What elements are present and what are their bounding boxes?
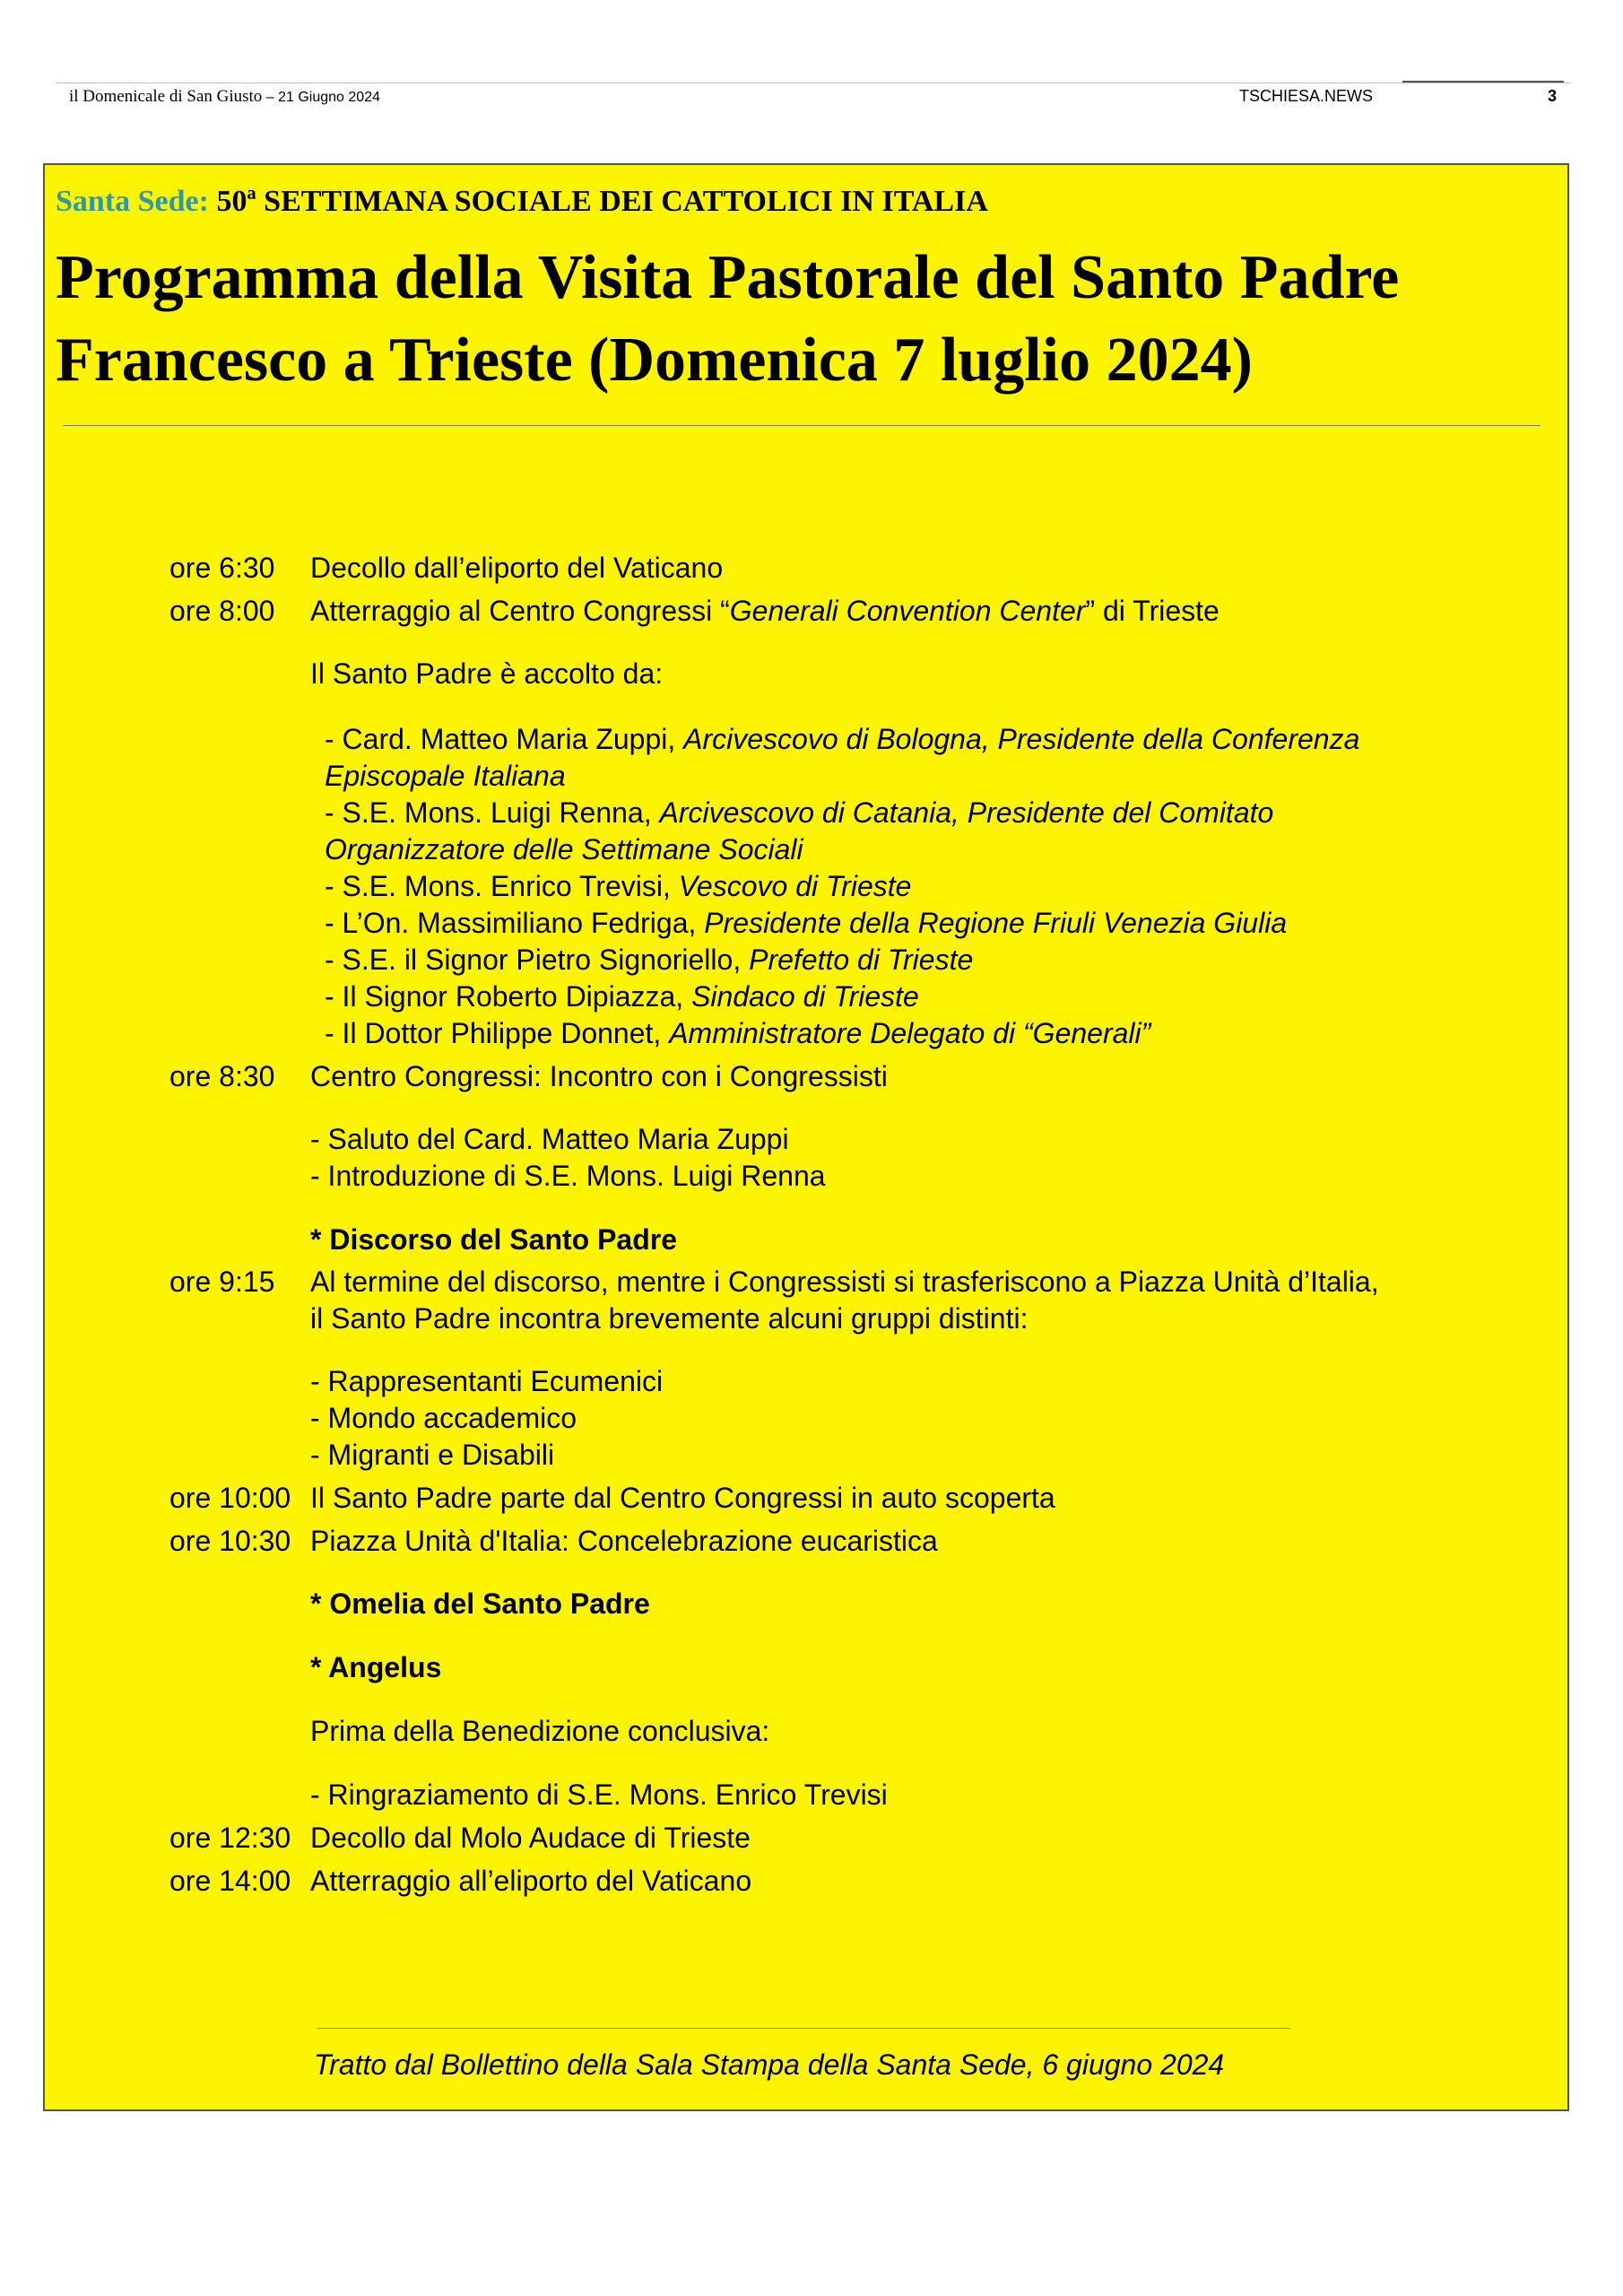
- publication-name: il Domenicale di San Giusto: [69, 87, 263, 106]
- angelus-heading: * Angelus: [310, 1651, 442, 1683]
- list-item: - Rappresentanti Ecumenici: [310, 1365, 664, 1397]
- list-item-continued: Organizzatore delle Settimane Sociali: [325, 833, 803, 865]
- publication-info: [69, 87, 380, 107]
- site-name: TSCHIESA.NEWS: [1239, 87, 1374, 105]
- event-text: Piazza Unità d'Italia: Concelebrazione eucaristica: [310, 1525, 938, 1557]
- event-text: Al termine del discorso, mentre i Congressisti si trasferiscono a Piazza Unità d’Italia,: [310, 1265, 1379, 1298]
- title-line-1: Programma della Visita Pastorale del Santo Padre: [56, 243, 1400, 312]
- time-label: ore 8:30: [169, 1060, 275, 1092]
- homily-heading: * Omelia del Santo Padre: [310, 1587, 650, 1620]
- list-item: - Il Dottor Philippe Donnet, Amministratore Delegato di “Generali”: [325, 1017, 1151, 1049]
- speech-heading: * Discorso del Santo Padre: [310, 1223, 678, 1256]
- list-item: - S.E. Mons. Luigi Renna, Arcivescovo di Catania, Presidente del Comitato: [325, 796, 1274, 829]
- title-line-2: Francesco a Trieste (Domenica 7 luglio 2024): [56, 326, 1253, 395]
- time-label: ore 6:30: [169, 552, 275, 584]
- list-item: - L’On. Massimiliano Fedriga, Presidente della Regione Friuli Venezia Giulia: [325, 907, 1288, 939]
- list-item: - Mondo accademico: [310, 1402, 577, 1434]
- event-text: Il Santo Padre parte dal Centro Congressi in auto scoperta: [310, 1482, 1055, 1514]
- welcomed-by-text: Il Santo Padre è accolto da:: [310, 657, 664, 690]
- page-number-rule: [1402, 81, 1564, 83]
- list-item: - Card. Matteo Maria Zuppi, Arcivescovo di Bologna, Presidente della Conferenza: [325, 723, 1360, 755]
- time-label: ore 10:00: [169, 1482, 291, 1514]
- separator: –: [262, 90, 279, 105]
- time-label: ore 10:30: [169, 1525, 291, 1557]
- time-label: ore 14:00: [169, 1865, 291, 1897]
- source-footnote: Tratto dal Bollettino della Sala Stampa della Santa Sede, 6 giugno 2024: [314, 2048, 1225, 2081]
- event-text: Atterraggio all’eliporto del Vaticano: [310, 1865, 752, 1897]
- page-number: 3: [1547, 87, 1557, 105]
- kicker-text: 50ª SETTIMANA SOCIALE DEI CATTOLICI IN ITALIA: [216, 185, 988, 218]
- event-text: Centro Congressi: Incontro con i Congressisti: [310, 1060, 888, 1092]
- list-item: - Saluto del Card. Matteo Maria Zuppi: [310, 1123, 789, 1155]
- event-text: Decollo dall’eliporto del Vaticano: [310, 552, 724, 584]
- list-item: - Il Signor Roberto Dipiazza, Sindaco di Trieste: [325, 980, 919, 1013]
- page-header: [56, 83, 1571, 110]
- time-label: ore 12:30: [169, 1822, 291, 1854]
- article-kicker: [56, 185, 988, 219]
- before-blessing-text: Prima della Benedizione conclusiva:: [310, 1715, 770, 1747]
- list-item: - Migranti e Disabili: [310, 1439, 555, 1471]
- list-item: - Ringraziamento di S.E. Mons. Enrico Trevisi: [310, 1779, 888, 1811]
- list-item-continued: Episcopale Italiana: [325, 760, 566, 792]
- time-label: ore 8:00: [169, 595, 275, 627]
- list-item: - S.E. Mons. Enrico Trevisi, Vescovo di Trieste: [325, 870, 912, 902]
- issue-date: 21 Giugno 2024: [278, 90, 380, 105]
- list-item: - S.E. il Signor Pietro Signoriello, Prefetto di Trieste: [325, 944, 974, 976]
- event-text: Decollo dal Molo Audace di Trieste: [310, 1822, 751, 1854]
- title-divider: [63, 425, 1541, 426]
- time-label: ore 9:15: [169, 1265, 275, 1298]
- footnote-divider: [317, 2028, 1290, 2029]
- article-box: [43, 163, 1569, 2111]
- list-item: - Introduzione di S.E. Mons. Luigi Renna: [310, 1160, 826, 1192]
- event-text-continued: il Santo Padre incontra brevemente alcuni gruppi distinti:: [310, 1302, 1028, 1335]
- event-text: Atterraggio al Centro Congressi “Generali Convention Center” di Trieste: [310, 595, 1219, 627]
- kicker-source: Santa Sede:: [56, 185, 209, 218]
- article-title: [56, 237, 1562, 402]
